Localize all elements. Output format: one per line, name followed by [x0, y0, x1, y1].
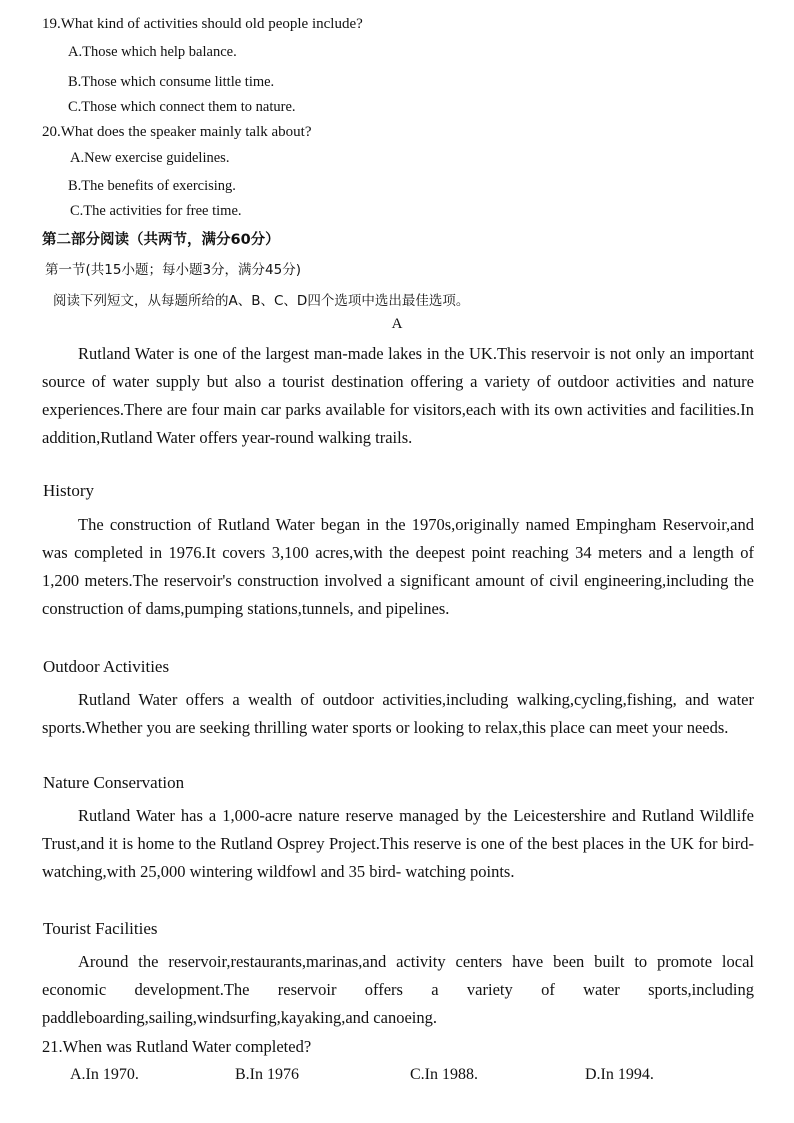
question-21-option-b: B.In 1976 [235, 1066, 299, 1083]
history-paragraph [42, 511, 754, 623]
passage-intro-text: Rutland Water is one of the largest man-made lakes in the UK.This reservoir is not only an important source of water supply but also a tourist destination offering a variety of outdoor activities and nature experiences.There are four main car parks available for visitors,each with its own activities and facilities.In addition,Rutland Water offers year-round walking trails. [42, 344, 754, 447]
passage-intro [42, 340, 754, 452]
heading-outdoor-activities: Outdoor Activities [43, 657, 170, 676]
nature-paragraph [42, 802, 754, 886]
history-text: The construction of Rutland Water began in the 1970s,originally named Empingham Reservoir,and was completed in 1976.It covers 3,100 acres,with the deepest point reaching 34 meters and a length of 1,200 meters.The reservoir's construction involved a significant amount of civil engineering,including the construction of dams,pumping stations,tunnels, and pipelines. [42, 515, 754, 618]
question-21-option-c: C.In 1988. [410, 1066, 478, 1083]
question-19-option-c: C.Those which connect them to nature. [68, 99, 296, 115]
part-title: 第二部分阅读（共两节，满分60分） [42, 232, 280, 248]
outdoor-paragraph [42, 686, 754, 742]
heading-history: History [43, 481, 94, 500]
question-20-stem: 20.What does the speaker mainly talk about? [42, 124, 312, 140]
tourist-paragraph [42, 948, 754, 1032]
question-21-stem: 21.When was Rutland Water completed? [42, 1037, 312, 1056]
section-title: 第一节(共15小题；每小题3分，满分45分) [45, 262, 301, 278]
heading-tourist-facilities: Tourist Facilities [43, 919, 158, 938]
nature-text: Rutland Water has a 1,000-acre nature reserve managed by the Leicestershire and Rutland Wildlife Trust,and it is home to the Rutland Osprey Project.This reserve is one of the best places in the UK for bird-watching,with 25,000 wintering wildfowl and 35 bird- watching points. [42, 806, 754, 881]
tourist-text: Around the reservoir,restaurants,marinas,and activity centers have been built to promote local economic development.The reservoir offers a variety of water sports,including paddleboarding,sailing,windsurfing,kayaking,and canoeing. [42, 952, 754, 1027]
passage-letter: A [391, 316, 403, 332]
question-21-option-a: A.In 1970. [70, 1066, 139, 1083]
outdoor-text: Rutland Water offers a wealth of outdoor activities,including walking,cycling,fishing, and water sports.Whether you are seeking thrilling water sports or looking to relax,this place can meet your needs. [42, 690, 754, 737]
question-20-option-b: B.The benefits of exercising. [68, 178, 236, 194]
question-20-option-c: C.The activities for free time. [70, 203, 242, 219]
reading-instruction: 阅读下列短文，从每题所给的A、B、C、D四个选项中选出最佳选项。 [53, 293, 470, 309]
question-19-option-a: A.Those which help balance. [68, 44, 237, 60]
question-20-option-a: A.New exercise guidelines. [70, 150, 230, 166]
question-19-stem: 19.What kind of activities should old people include? [42, 16, 363, 32]
question-19-option-b: B.Those which consume little time. [68, 74, 275, 90]
question-21-option-d: D.In 1994. [585, 1066, 654, 1083]
heading-nature-conservation: Nature Conservation [43, 773, 185, 792]
